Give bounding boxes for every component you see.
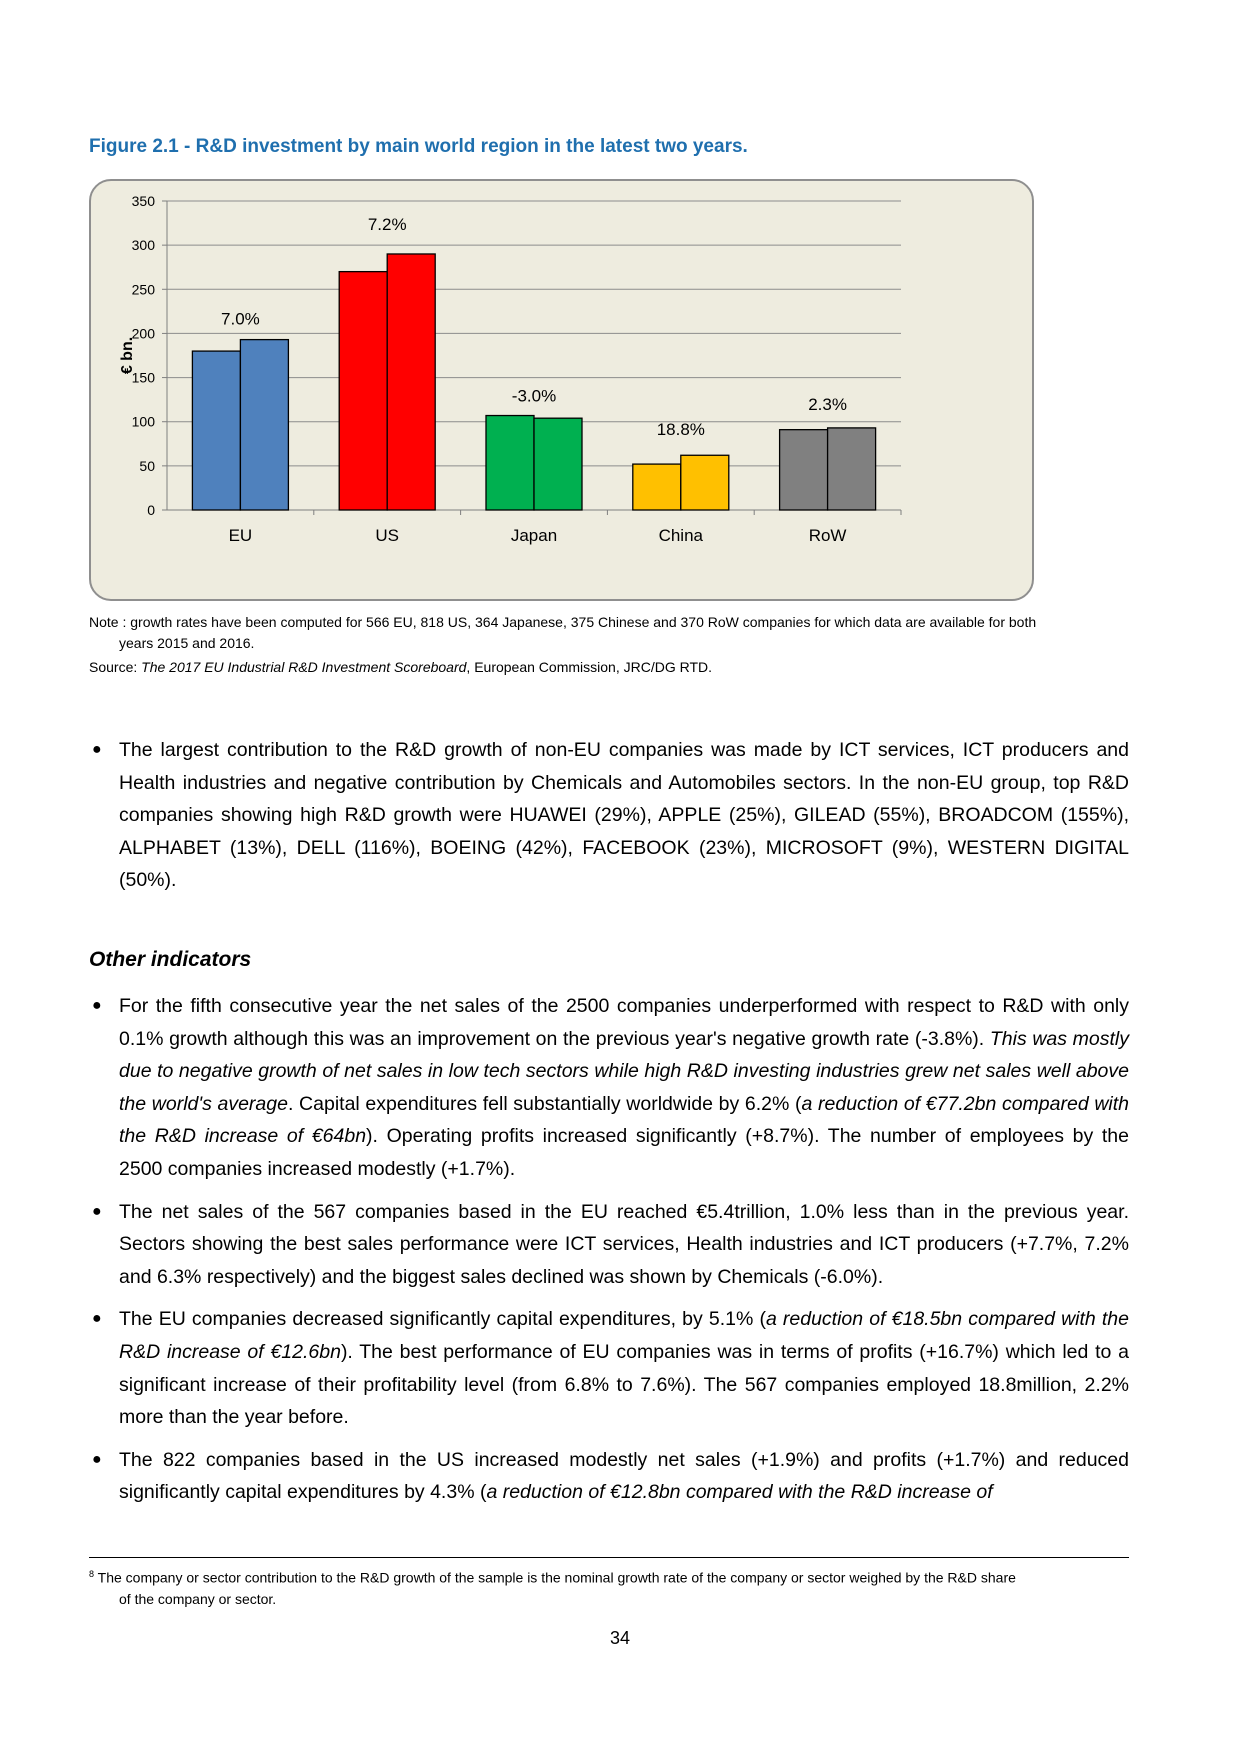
- bullet-text-italic: a reduction of €12.8bn compared with the R&D increase of: [486, 1481, 993, 1504]
- x-tick-label: US: [375, 526, 400, 545]
- footnote: [89, 1564, 1129, 1610]
- data-label: 18.8%: [656, 419, 705, 439]
- y-tick-label: 300: [131, 237, 155, 254]
- y-tick-label: 250: [131, 281, 155, 298]
- footnote-marker: 8: [89, 1569, 95, 1579]
- bullet-list-top: [89, 734, 1129, 897]
- footnote-divider: [89, 1557, 1129, 1558]
- source-title: The 2017 EU Industrial R&D Investment Scoreboard: [141, 659, 467, 675]
- bullet-text: . Capital expenditures fell substantially worldwide by 6.2% (: [287, 1092, 802, 1115]
- x-tick-label: RoW: [808, 526, 847, 545]
- bullet-text-italic: a reduction of €18.5bn compared with the R&D increase of €12.6bn: [119, 1308, 1129, 1363]
- bullet-text: The EU companies decreased significantly capital expenditures, by 5.1% (: [119, 1308, 766, 1331]
- bar: [534, 418, 582, 510]
- page-number: 34: [609, 1628, 631, 1648]
- bullet-icon: ●: [92, 1310, 102, 1328]
- footnote-line-1: The company or sector contribution to the R&D growth of the sample is the nominal growth rate of the company or sector weighed by the R&D share: [94, 1569, 1016, 1586]
- y-tick-label: 50: [139, 457, 155, 474]
- bullet-text-italic: a reduction of €77.2bn compared with the R&D increase of €64bn: [119, 1092, 1130, 1148]
- y-tick-label: 200: [131, 325, 155, 342]
- figure-source: [89, 657, 712, 678]
- bar: [486, 416, 534, 510]
- y-axis-label: € bn.: [119, 336, 136, 375]
- bar: [339, 272, 387, 510]
- bullet-text: The largest contribution to the R&D growth of non-EU companies was made by ICT services, ICT producers and Health industries and negative contribution by Chemicals and Automobiles sectors. In the non-EU group, top R&D companies showing high R&D growth were HUAWEI (29%), APPLE (25%), GILEAD (55%), BROADCOM (155%), ALPHABET (13%), DELL (116%), BOEING (42%), FACEBOOK (23%), MICROSOFT (9%), WESTERN DIGITAL (50%).: [119, 739, 1129, 892]
- bar: [240, 340, 288, 510]
- x-tick-label: Japan: [510, 526, 558, 545]
- bullet-icon: ●: [92, 997, 102, 1014]
- y-tick-label: 150: [131, 369, 155, 386]
- figure-title: Figure 2.1 - R&D investment by main world region in the latest two years.: [89, 136, 748, 157]
- bar: [633, 464, 681, 510]
- note-line-2: years 2015 and 2016.: [119, 635, 255, 651]
- data-label: -3.0%: [511, 386, 557, 406]
- bullet-paragraph: [89, 1444, 1129, 1509]
- bullet-icon: ●: [92, 741, 102, 758]
- y-tick-label: 350: [131, 193, 155, 209]
- bullet-icon: ●: [92, 1450, 102, 1468]
- note-line-1: Note : growth rates have been computed for 566 EU, 818 US, 364 Japanese, 375 Chinese and 370 RoW companies for which data are available for both: [89, 614, 1037, 630]
- bullet-paragraph: [89, 1303, 1129, 1433]
- bullet-text-italic: This was mostly due to negative growth of net sales in low tech sectors while high R&D investing industries grew net sales well above the world's average: [119, 1027, 1129, 1115]
- bullet-paragraph: [89, 734, 1129, 897]
- bullet-list-other-indicators: [89, 990, 1129, 1509]
- source-label: Source:: [89, 659, 142, 675]
- bullet-paragraph: [89, 1196, 1129, 1294]
- y-tick-label: 0: [147, 502, 155, 518]
- bullet-icon: ●: [92, 1202, 102, 1220]
- data-label: 7.0%: [221, 309, 260, 329]
- bullet-text: The net sales of the 567 companies based in the EU reached €5.4trillion, 1.0% less than in the previous year. Sectors showing the best sales performance were ICT services, Health industries and ICT producers (+7.7%, 7.2% and 6.3% respectively) and the biggest sales declined was shown by Chemicals (-6.0%).: [119, 1200, 1129, 1288]
- x-tick-label: EU: [228, 526, 253, 545]
- bullet-text: ). Operating profits increased significantly (+8.7%). The number of employees by the 2500 companies increased modestly (+1.7%).: [119, 1125, 1129, 1180]
- bullet-text: For the fifth consecutive year the net sales of the 2500 companies underperformed with respect to R&D with only 0.1% growth although this was an improvement on the previous year's negative growth rate (-3.8%).: [119, 995, 1129, 1050]
- bullet-text: The 822 companies based in the US increased modestly net sales (+1.9%) and profits (+1.7%) and reduced significantly capital expenditures by 4.3% (: [119, 1448, 1129, 1504]
- bar: [681, 455, 729, 510]
- bar: [192, 351, 240, 510]
- x-tick-label: China: [658, 526, 704, 545]
- footnote-line-2: of the company or sector.: [119, 1590, 277, 1607]
- bar-chart: [89, 179, 1034, 601]
- data-label: 7.2%: [367, 215, 407, 235]
- bar: [828, 428, 876, 510]
- y-tick-label: 100: [131, 413, 155, 430]
- figure-note: [89, 612, 1129, 654]
- section-heading: Other indicators: [89, 948, 252, 971]
- bar: [780, 430, 828, 510]
- bar: [387, 254, 435, 510]
- data-label: 2.3%: [808, 395, 847, 415]
- bullet-text: ). The best performance of EU companies was in terms of profits (+16.7%) which led to a significant increase of their profitability level (from 6.8% to 7.6%). The 567 companies employed 18.8million, 2.2% more than the year before.: [119, 1340, 1129, 1429]
- source-rest: , European Commission, JRC/DG RTD.: [466, 659, 713, 675]
- bullet-paragraph: [89, 990, 1129, 1186]
